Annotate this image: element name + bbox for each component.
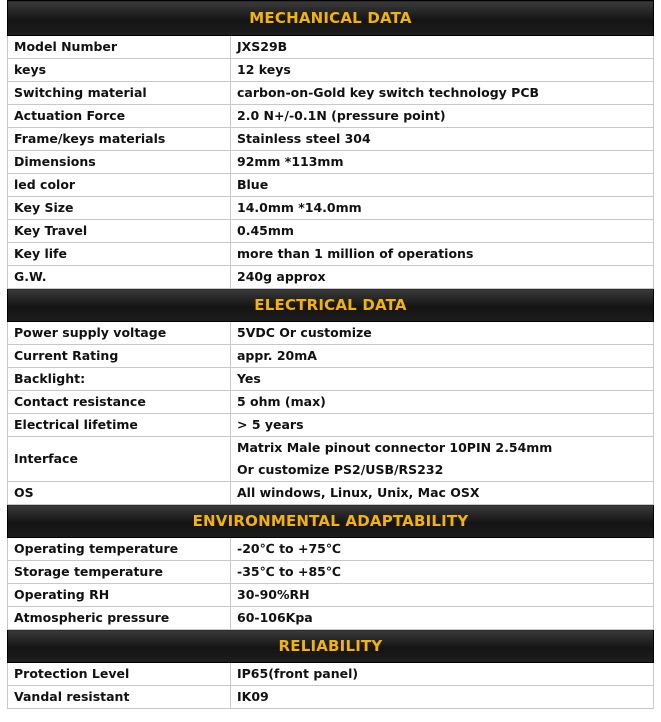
spec-value: All windows, Linux, Unix, Mac OSX [231,482,654,505]
table-row [8,322,654,345]
table-row [8,414,654,437]
spec-label: OS [8,482,231,505]
spec-value: JXS29B [231,36,654,59]
table-row [8,220,654,243]
spec-value-line: Matrix Male pinout connector 10PIN 2.54mm [237,440,553,455]
spec-value: 0.45mm [231,220,654,243]
spec-label: Actuation Force [8,105,231,128]
section-header-environmental [8,505,654,538]
table-row [8,584,654,607]
table-row [8,345,654,368]
table-row [8,174,654,197]
spec-value: Blue [231,174,654,197]
spec-label: Protection Level [8,663,231,686]
spec-label: Frame/keys materials [8,128,231,151]
spec-label: Key Size [8,197,231,220]
spec-label: Atmospheric pressure [8,607,231,630]
spec-label: Interface [8,437,231,482]
spec-label: Key Travel [8,220,231,243]
section-header-mechanical [8,1,654,36]
spec-value: > 5 years [231,414,654,437]
spec-value: Stainless steel 304 [231,128,654,151]
section-header-electrical [8,289,654,322]
table-row [8,151,654,174]
table-row [8,105,654,128]
spec-label: Model Number [8,36,231,59]
spec-value: 5 ohm (max) [231,391,654,414]
table-row [8,243,654,266]
spec-label: G.W. [8,266,231,289]
spec-label: Operating temperature [8,538,231,561]
spec-value: 92mm *113mm [231,151,654,174]
table-row [8,368,654,391]
table-row [8,266,654,289]
spec-value: 30-90%RH [231,584,654,607]
table-row [8,482,654,505]
spec-label: Key life [8,243,231,266]
table-row [8,686,654,709]
spec-label: Electrical lifetime [8,414,231,437]
spec-label: Storage temperature [8,561,231,584]
spec-value: IK09 [231,686,654,709]
spec-value: carbon-on-Gold key switch technology PCB [231,82,654,105]
spec-value-line: Or customize PS2/USB/RS232 [237,462,444,477]
table-row [8,59,654,82]
spec-value: 2.0 N+/-0.1N (pressure point) [231,105,654,128]
spec-label: keys [8,59,231,82]
table-row [8,437,654,482]
table-row [8,36,654,59]
section-title: MECHANICAL DATA [8,1,654,36]
section-header-reliability [8,630,654,663]
section-title: ELECTRICAL DATA [8,289,654,322]
spec-value: 14.0mm *14.0mm [231,197,654,220]
table-row [8,607,654,630]
spec-value: 240g approx [231,266,654,289]
table-row [8,538,654,561]
spec-value: more than 1 million of operations [231,243,654,266]
spec-value: Yes [231,368,654,391]
spec-value: 12 keys [231,59,654,82]
section-title: ENVIRONMENTAL ADAPTABILITY [8,505,654,538]
spec-table [7,0,654,709]
table-row [8,663,654,686]
spec-value: -35℃ to +85℃ [231,561,654,584]
table-row [8,197,654,220]
spec-label: Vandal resistant [8,686,231,709]
spec-label: Switching material [8,82,231,105]
spec-label: led color [8,174,231,197]
table-row [8,561,654,584]
spec-value: 60-106Kpa [231,607,654,630]
spec-value [231,437,654,482]
spec-value: IP65(front panel) [231,663,654,686]
table-row [8,391,654,414]
spec-label: Operating RH [8,584,231,607]
spec-value: -20℃ to +75℃ [231,538,654,561]
spec-label: Contact resistance [8,391,231,414]
spec-label: Backlight: [8,368,231,391]
spec-label: Dimensions [8,151,231,174]
spec-label: Current Rating [8,345,231,368]
spec-value: appr. 20mA [231,345,654,368]
table-row [8,82,654,105]
section-title: RELIABILITY [8,630,654,663]
spec-value: 5VDC Or customize [231,322,654,345]
table-row [8,128,654,151]
spec-label: Power supply voltage [8,322,231,345]
